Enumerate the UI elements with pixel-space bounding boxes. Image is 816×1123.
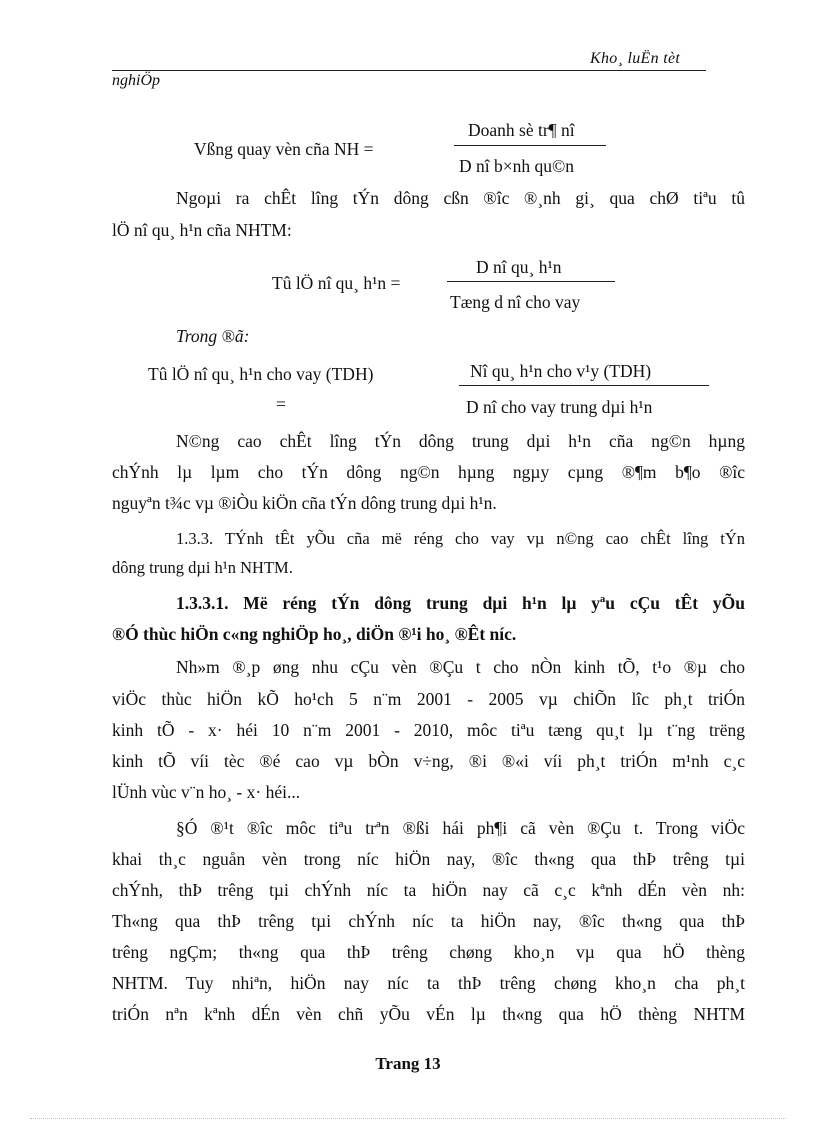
para4-line4: Th«ng qua thÞ trêng tµi chÝnh níc ta hiÖn nay, ®îc th«ng qua thÞ (112, 911, 745, 931)
header-title: Kho¸ luËn tèt (590, 50, 681, 67)
formula3-lhs-line2: = (276, 394, 286, 414)
formula2-lhs: Tû lÖ nî qu¸ h¹n = (272, 273, 401, 293)
para2-line1: N©ng cao chÊt lîng tÝn dông trung dµi h¹n cña ng©n hµng (176, 431, 745, 451)
trong-do-label: Trong ®ã: (176, 326, 250, 346)
para4-line5: trêng ngÇm; th«ng qua thÞ trêng chøng kho¸n vµ qua hÖ thèng (112, 942, 745, 962)
section-1-3-3-heading-line2: dông trung dµi h¹n NHTM. (112, 558, 293, 577)
formula1-lhs: Vßng quay vèn cña NH = (194, 139, 374, 159)
header-title-continued: nghiÖp (112, 72, 160, 89)
section-1-3-3-1-heading-line2: ®Ó thùc hiÖn c«ng nghiÖp ho¸, diÖn ®¹i ho¸ ®Êt níc. (112, 624, 517, 644)
para3-line2: viÖc thùc hiÖn kÕ ho¹ch 5 n¨m 2001 - 2005 vµ chiÕn lîc ph¸t triÓn (112, 689, 745, 709)
formula3-numerator: Nî qu¸ h¹n cho v¹y (TDH) (470, 361, 652, 381)
para4-line1: §Ó ®¹t ®îc môc tiªu trªn ®ßi hái ph¶i cã vèn ®Çu t. Trong viÖc (176, 818, 745, 838)
formula3-fraction-bar (459, 385, 709, 386)
formula2-fraction-bar (447, 281, 615, 282)
para3-line3: kinh tÕ - x· héi 10 n¨m 2001 - 2010, môc tiªu tæng qu¸t lµ t¨ng trëng (112, 720, 745, 740)
para2-line3: nguyªn t¾c vµ ®iÒu kiÖn cña tÝn dông trung dµi h¹n. (112, 493, 497, 513)
header-rule (112, 70, 706, 71)
page-number: Trang 13 (375, 1054, 441, 1073)
formula3-denominator: D nî cho vay trung dµi h¹n (466, 397, 653, 417)
para3-line5: lÜnh vùc v¨n ho¸ - x· héi... (112, 782, 301, 802)
para4-line2: khai th¸c nguån vèn trong níc hiÖn nay, ®îc th«ng qua thÞ trêng tµi (112, 849, 745, 869)
para2-line2: chÝnh lµ lµm cho tÝn dông ng©n hµng ngµy cµng ®¶m b¶o ®îc (112, 462, 745, 482)
page-bottom-border (30, 1118, 786, 1119)
para4-line3: chÝnh, thÞ trêng tµi chÝnh níc ta hiÖn nay cã c¸c kªnh dÉn vèn nh: (112, 880, 745, 900)
para4-line6: NHTM. Tuy nhiªn, hiÖn nay níc ta thÞ trêng chøng kho¸n cha ph¸t (112, 973, 745, 993)
formula1-numerator: Doanh sè tr¶ nî (468, 120, 575, 140)
formula2-numerator: D nî qu¸ h¹n (476, 257, 562, 277)
formula1-fraction-bar (454, 145, 606, 146)
formula2-denominator: Tæng d nî cho vay (450, 292, 581, 312)
section-1-3-3-heading-line1: 1.3.3. TÝnh tÊt yÕu cña më réng cho vay vµ n©ng cao chÊt lîng tÝn (176, 529, 745, 548)
para3-line4: kinh tÕ víi tèc ®é cao vµ bÒn v÷ng, ®i ®«i víi ph¸t triÓn m¹nh c¸c (112, 751, 745, 771)
para3-line1: Nh»m ®¸p øng nhu cÇu vèn ®Çu t cho nÒn kinh tÕ, t¹o ®µ cho (176, 657, 745, 677)
para1-line1: Ngoµi ra chÊt lîng tÝn dông cßn ®îc ®¸nh gi¸ qua chØ tiªu tû (176, 188, 745, 208)
para1-line2: lÖ nî qu¸ h¹n cña NHTM: (112, 220, 292, 240)
formula3-lhs-line1: Tû lÖ nî qu¸ h¹n cho vay (TDH) (148, 364, 374, 384)
para4-line7: triÓn nªn kªnh dÉn vèn chñ yÕu vÉn lµ th«ng qua hÖ thèng NHTM (112, 1004, 745, 1024)
section-1-3-3-1-heading-line1: 1.3.3.1. Më réng tÝn dông trung dµi h¹n lµ yªu cÇu tÊt yÕu (176, 593, 745, 613)
formula1-denominator: D nî b×nh qu©n (459, 156, 575, 176)
